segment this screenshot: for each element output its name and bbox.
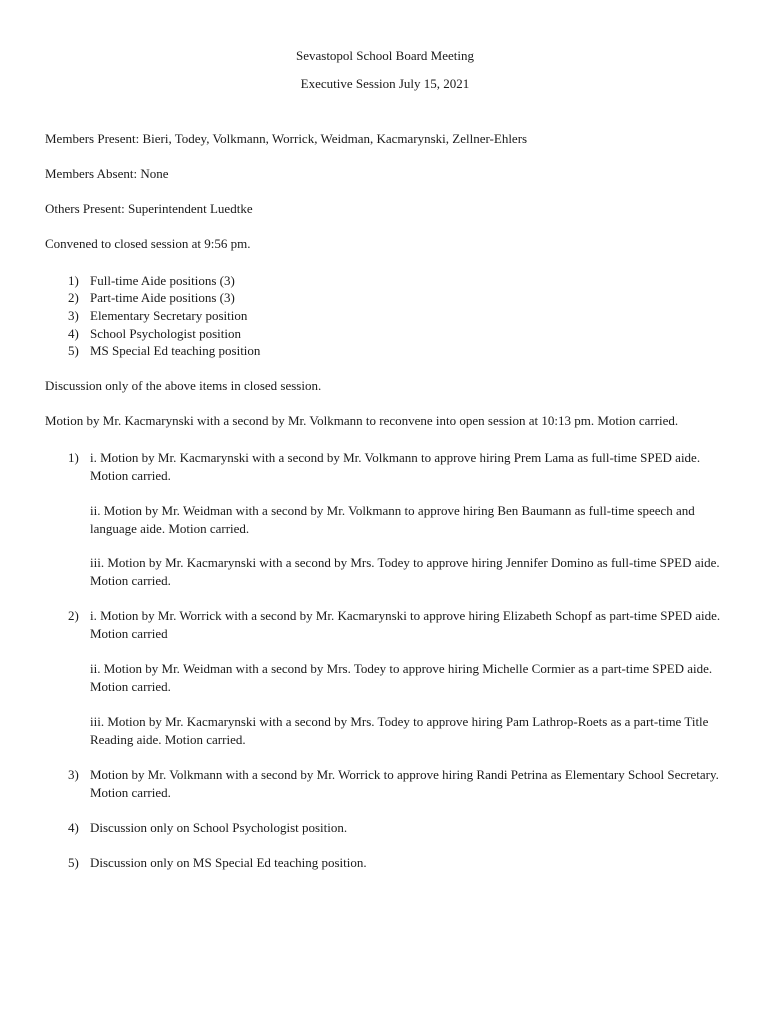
motion-entry: ii. Motion by Mr. Weidman with a second by Mrs. Todey to approve hiring Michelle Cormier as a part-time SPED aide. Motion carried.: [90, 661, 713, 694]
motion-number: 1): [68, 450, 79, 465]
others-present: Others Present: Superintendent Luedtke: [45, 201, 253, 216]
discussion-note: Discussion only of the above items in closed session.: [45, 378, 322, 393]
document-title: Sevastopol School Board Meeting: [295, 48, 474, 63]
list-item: School Psychologist position: [90, 326, 241, 341]
list-item-number: 2): [68, 290, 79, 305]
document-subtitle: Executive Session July 15, 2021: [300, 76, 470, 91]
motion-entry: i. Motion by Mr. Worrick with a second by Mr. Kacmarynski to approve hiring Elizabeth Schopf as part-time SPED aide. Motion carried: [90, 608, 721, 641]
list-item-number: 5): [68, 343, 79, 358]
motion-entry: Discussion only on School Psychologist position.: [90, 820, 348, 835]
motion-entry: iii. Motion by Mr. Kacmarynski with a second by Mrs. Todey to approve hiring Jennifer Domino as full-time SPED aide. Motion carried.: [90, 555, 720, 588]
members-absent: Members Absent: None: [45, 166, 169, 181]
motion-entry: ii. Motion by Mr. Weidman with a second by Mr. Volkmann to approve hiring Ben Baumann as full-time speech and language aide. Motion carried.: [90, 503, 695, 536]
list-item: Elementary Secretary position: [90, 308, 248, 323]
list-item-number: 3): [68, 308, 79, 323]
motion-entry: Discussion only on MS Special Ed teaching position.: [90, 855, 367, 870]
list-item: MS Special Ed teaching position: [90, 343, 261, 358]
convened-line: Convened to closed session at 9:56 pm.: [45, 236, 251, 251]
motion-entry: iii. Motion by Mr. Kacmarynski with a second by Mrs. Todey to approve hiring Pam Lathrop-Roets as a part-time Title Reading aide. Motion carried.: [90, 714, 709, 747]
list-item: Part-time Aide positions (3): [90, 290, 235, 305]
list-item-number: 4): [68, 326, 79, 341]
reconvene-motion: Motion by Mr. Kacmarynski with a second by Mr. Volkmann to reconvene into open session at 10:13 pm. Motion carried.: [45, 413, 679, 428]
members-present: Members Present: Bieri, Todey, Volkmann, Worrick, Weidman, Kacmarynski, Zellner-Ehlers: [45, 131, 528, 146]
motion-number: 4): [68, 820, 79, 835]
motion-number: 3): [68, 767, 79, 782]
list-item-number: 1): [68, 273, 79, 288]
motion-entry: i. Motion by Mr. Kacmarynski with a second by Mr. Volkmann to approve hiring Prem Lama as full-time SPED aide. Motion carried.: [90, 450, 701, 483]
motion-number: 2): [68, 608, 79, 623]
motion-entry: Motion by Mr. Volkmann with a second by Mr. Worrick to approve hiring Randi Petrina as Elementary School Secretary. Motion carried.: [90, 767, 719, 800]
motion-number: 5): [68, 855, 79, 870]
list-item: Full-time Aide positions (3): [90, 273, 235, 288]
